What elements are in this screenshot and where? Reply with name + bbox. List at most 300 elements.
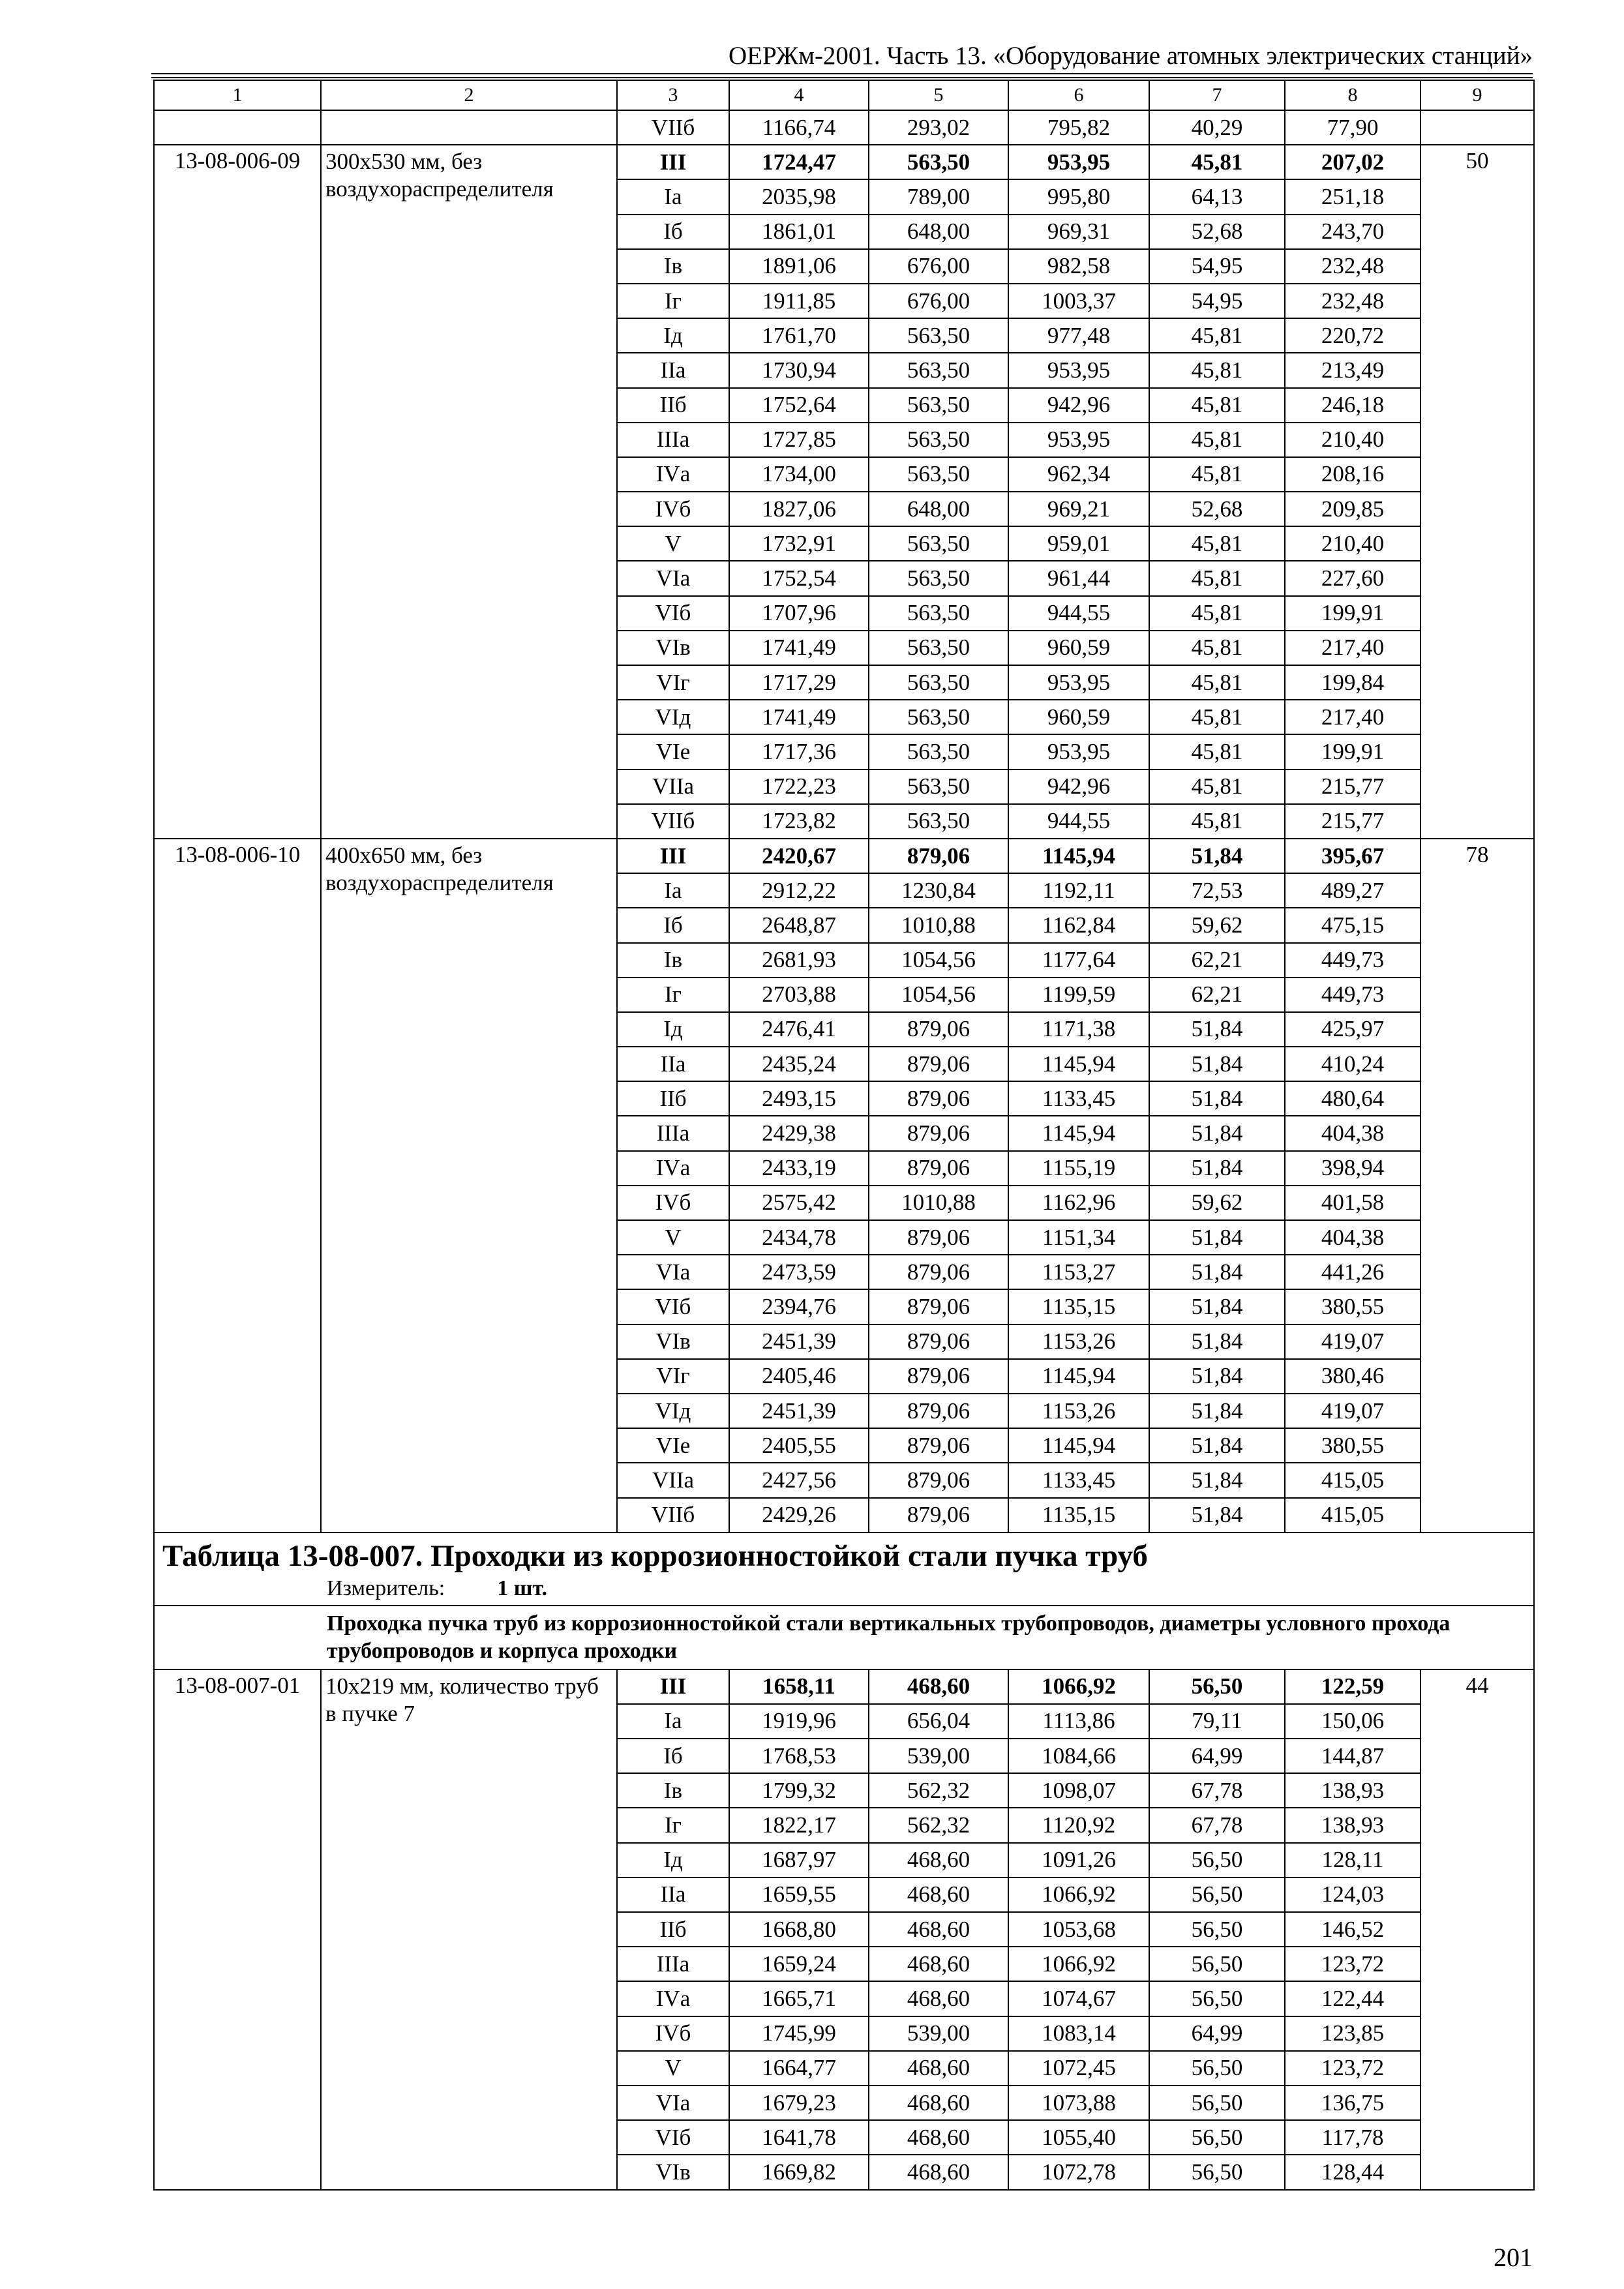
value-cell: 51,84 <box>1149 1359 1285 1394</box>
value-cell: 45,81 <box>1149 388 1285 423</box>
value-cell: 475,15 <box>1285 908 1421 942</box>
zone-cell: VIд <box>617 1394 729 1428</box>
zone-cell: IIа <box>617 1047 729 1081</box>
value-cell: 425,97 <box>1285 1012 1421 1047</box>
value-cell: 64,13 <box>1149 179 1285 214</box>
value-cell: 1074,67 <box>1008 1981 1149 2016</box>
value-cell: 246,18 <box>1285 388 1421 423</box>
zone-cell: IIа <box>617 1878 729 1912</box>
zone-cell: IVа <box>617 457 729 492</box>
value-cell: 2433,19 <box>729 1151 869 1186</box>
value-cell: 1707,96 <box>729 596 869 631</box>
value-cell: 2575,42 <box>729 1186 869 1220</box>
value-cell: 879,06 <box>869 1289 1008 1324</box>
value-cell: 1741,49 <box>729 631 869 665</box>
value-cell: 1084,66 <box>1008 1739 1149 1773</box>
value-cell: 449,73 <box>1285 978 1421 1012</box>
value-cell: 67,78 <box>1149 1773 1285 1808</box>
value-cell: 2035,98 <box>729 179 869 214</box>
value-cell: 2703,88 <box>729 978 869 1012</box>
value-cell: 210,40 <box>1285 526 1421 561</box>
value-cell: 51,84 <box>1149 1151 1285 1186</box>
value-cell: 232,48 <box>1285 284 1421 318</box>
value-cell: 51,84 <box>1149 1012 1285 1047</box>
value-cell: 138,93 <box>1285 1773 1421 1808</box>
value-cell: 563,50 <box>869 631 1008 665</box>
value-cell: 1664,77 <box>729 2051 869 2086</box>
value-cell: 54,95 <box>1149 284 1285 318</box>
value-cell: 1230,84 <box>869 873 1008 908</box>
value-cell: 1055,40 <box>1008 2120 1149 2155</box>
code-cell <box>154 110 321 145</box>
value-cell: 480,64 <box>1285 1081 1421 1116</box>
table-row <box>154 145 1534 179</box>
value-cell: 45,81 <box>1149 318 1285 353</box>
value-cell: 1641,78 <box>729 2120 869 2155</box>
value-cell: 1135,15 <box>1008 1289 1149 1324</box>
value-cell: 59,62 <box>1149 1186 1285 1220</box>
value-cell: 72,53 <box>1149 873 1285 908</box>
column-number: 5 <box>869 80 1008 110</box>
value-cell: 1066,92 <box>1008 1878 1149 1912</box>
value-cell: 960,59 <box>1008 631 1149 665</box>
value-cell: 562,32 <box>869 1808 1008 1842</box>
value-cell: 942,96 <box>1008 770 1149 804</box>
value-cell: 136,75 <box>1285 2086 1421 2120</box>
value-cell: 1741,49 <box>729 700 869 734</box>
value-cell: 563,50 <box>869 423 1008 457</box>
value-cell: 64,99 <box>1149 2016 1285 2051</box>
value-cell: 879,06 <box>869 1151 1008 1186</box>
value-cell: 380,55 <box>1285 1289 1421 1324</box>
value-cell: 942,96 <box>1008 388 1149 423</box>
value-cell: 1861,01 <box>729 215 869 249</box>
value-cell: 199,91 <box>1285 596 1421 631</box>
zone-cell: VIIб <box>617 804 729 839</box>
value-cell: 45,81 <box>1149 145 1285 179</box>
value-cell: 468,60 <box>869 2051 1008 2086</box>
value-cell: 1668,80 <box>729 1912 869 1947</box>
table-row <box>154 839 1534 873</box>
value-cell: 1010,88 <box>869 908 1008 942</box>
value-cell: 1145,94 <box>1008 839 1149 873</box>
value-cell: 215,77 <box>1285 804 1421 839</box>
value-cell: 2394,76 <box>729 1289 869 1324</box>
value-cell: 209,85 <box>1285 492 1421 526</box>
table-row <box>154 1669 1534 1704</box>
value-cell: 1145,94 <box>1008 1428 1149 1463</box>
value-cell: 1155,19 <box>1008 1151 1149 1186</box>
value-cell: 415,05 <box>1285 1463 1421 1497</box>
value-cell: 123,72 <box>1285 1947 1421 1981</box>
value-cell: 54,95 <box>1149 249 1285 284</box>
value-cell: 879,06 <box>869 839 1008 873</box>
value-cell: 879,06 <box>869 1012 1008 1047</box>
value-cell: 401,58 <box>1285 1186 1421 1220</box>
value-cell: 419,07 <box>1285 1324 1421 1359</box>
value-cell: 52,68 <box>1149 215 1285 249</box>
value-cell: 1727,85 <box>729 423 869 457</box>
value-cell: 953,95 <box>1008 665 1149 700</box>
zone-cell: VIIа <box>617 770 729 804</box>
value-cell: 1091,26 <box>1008 1843 1149 1878</box>
value-cell: 2473,59 <box>729 1255 869 1289</box>
value-cell: 982,58 <box>1008 249 1149 284</box>
zone-cell: Iд <box>617 1843 729 1878</box>
value-cell: 563,50 <box>869 353 1008 387</box>
value-cell: 45,81 <box>1149 700 1285 734</box>
value-cell: 1891,06 <box>729 249 869 284</box>
value-cell: 51,84 <box>1149 1463 1285 1497</box>
zone-cell: VIб <box>617 596 729 631</box>
value-cell: 2429,38 <box>729 1116 869 1150</box>
value-cell: 879,06 <box>869 1359 1008 1394</box>
value-cell: 539,00 <box>869 1739 1008 1773</box>
unit-value: 1 шт. <box>497 1576 548 1600</box>
zone-cell: Iб <box>617 1739 729 1773</box>
value-cell: 468,60 <box>869 1981 1008 2016</box>
value-cell: 1717,29 <box>729 665 869 700</box>
value-cell: 415,05 <box>1285 1498 1421 1533</box>
value-cell: 1135,15 <box>1008 1498 1149 1533</box>
value-cell: 128,44 <box>1285 2155 1421 2189</box>
zone-cell: IVа <box>617 1981 729 2016</box>
value-cell: 2476,41 <box>729 1012 869 1047</box>
value-cell: 1732,91 <box>729 526 869 561</box>
value-cell: 1066,92 <box>1008 1947 1149 1981</box>
value-cell: 64,99 <box>1149 1739 1285 1773</box>
value-cell: 51,84 <box>1149 1116 1285 1150</box>
value-cell: 1113,86 <box>1008 1704 1149 1739</box>
value-cell: 468,60 <box>869 1669 1008 1704</box>
value-cell: 563,50 <box>869 665 1008 700</box>
value-cell: 648,00 <box>869 492 1008 526</box>
value-cell: 2451,39 <box>729 1394 869 1428</box>
value-cell: 1083,14 <box>1008 2016 1149 2051</box>
column-number: 4 <box>729 80 869 110</box>
value-cell: 52,68 <box>1149 492 1285 526</box>
value-cell: 2681,93 <box>729 943 869 978</box>
zone-cell: IVб <box>617 492 729 526</box>
value-cell: 51,84 <box>1149 1220 1285 1255</box>
value-cell: 51,84 <box>1149 1324 1285 1359</box>
zone-cell: IIб <box>617 1081 729 1116</box>
value-cell: 2405,55 <box>729 1428 869 1463</box>
value-cell: 144,87 <box>1285 1739 1421 1773</box>
zone-cell: VIе <box>617 734 729 769</box>
value-cell: 45,81 <box>1149 770 1285 804</box>
value-cell: 79,11 <box>1149 1704 1285 1739</box>
zone-cell: IVа <box>617 1151 729 1186</box>
value-cell: 468,60 <box>869 1947 1008 1981</box>
count-cell: 44 <box>1421 1669 1534 2190</box>
value-cell: 676,00 <box>869 284 1008 318</box>
value-cell: 563,50 <box>869 145 1008 179</box>
zone-cell: Iа <box>617 873 729 908</box>
zone-cell: IIIа <box>617 423 729 457</box>
value-cell: 995,80 <box>1008 179 1149 214</box>
value-cell: 410,24 <box>1285 1047 1421 1081</box>
value-cell: 45,81 <box>1149 804 1285 839</box>
value-cell: 468,60 <box>869 1843 1008 1878</box>
value-cell: 1120,92 <box>1008 1808 1149 1842</box>
value-cell: 220,72 <box>1285 318 1421 353</box>
value-cell: 45,81 <box>1149 526 1285 561</box>
value-cell: 879,06 <box>869 1463 1008 1497</box>
section-title-row <box>154 1606 1534 1669</box>
value-cell: 1768,53 <box>729 1739 869 1773</box>
value-cell: 398,94 <box>1285 1151 1421 1186</box>
value-cell: 1919,96 <box>729 1704 869 1739</box>
zone-cell: VIа <box>617 1255 729 1289</box>
value-cell: 879,06 <box>869 1394 1008 1428</box>
value-cell: 45,81 <box>1149 423 1285 457</box>
value-cell: 2429,26 <box>729 1498 869 1533</box>
zone-cell: VIб <box>617 1289 729 1324</box>
value-cell: 969,31 <box>1008 215 1149 249</box>
value-cell: 251,18 <box>1285 179 1421 214</box>
value-cell: 969,21 <box>1008 492 1149 526</box>
value-cell: 45,81 <box>1149 457 1285 492</box>
value-cell: 1752,54 <box>729 561 869 595</box>
value-cell: 1761,70 <box>729 318 869 353</box>
value-cell: 45,81 <box>1149 353 1285 387</box>
zone-cell: VIг <box>617 1359 729 1394</box>
value-cell: 962,34 <box>1008 457 1149 492</box>
value-cell: 122,44 <box>1285 1981 1421 2016</box>
column-number: 8 <box>1285 80 1421 110</box>
value-cell: 563,50 <box>869 804 1008 839</box>
zone-cell: Iа <box>617 179 729 214</box>
zone-cell: IVб <box>617 2016 729 2051</box>
value-cell: 1153,26 <box>1008 1324 1149 1359</box>
value-cell: 1098,07 <box>1008 1773 1149 1808</box>
value-cell: 67,78 <box>1149 1808 1285 1842</box>
value-cell: 56,50 <box>1149 2086 1285 2120</box>
zone-cell: V <box>617 2051 729 2086</box>
page-header: ОЕРЖм-2001. Часть 13. «Оборудование атомных электрических станций» <box>729 42 1533 70</box>
value-cell: 2648,87 <box>729 908 869 942</box>
value-cell: 232,48 <box>1285 249 1421 284</box>
page-number: 201 <box>1494 2243 1533 2272</box>
value-cell: 62,21 <box>1149 943 1285 978</box>
value-cell: 45,81 <box>1149 734 1285 769</box>
value-cell: 795,82 <box>1008 110 1149 145</box>
value-cell: 1745,99 <box>729 2016 869 2051</box>
value-cell: 199,84 <box>1285 665 1421 700</box>
value-cell: 215,77 <box>1285 770 1421 804</box>
value-cell: 648,00 <box>869 215 1008 249</box>
value-cell: 2434,78 <box>729 1220 869 1255</box>
value-cell: 449,73 <box>1285 943 1421 978</box>
zone-cell: IVб <box>617 1186 729 1220</box>
value-cell: 1066,92 <box>1008 1669 1149 1704</box>
zone-cell: IIIа <box>617 1947 729 1981</box>
table-title-row <box>154 1533 1534 1606</box>
value-cell: 404,38 <box>1285 1116 1421 1150</box>
table-row <box>154 110 1534 145</box>
table-title-cell <box>154 1533 1534 1606</box>
count-cell <box>1421 110 1534 145</box>
value-cell: 789,00 <box>869 179 1008 214</box>
value-cell: 468,60 <box>869 1912 1008 1947</box>
value-cell: 563,50 <box>869 700 1008 734</box>
unit-label: Измеритель: <box>327 1576 445 1600</box>
column-number: 6 <box>1008 80 1149 110</box>
value-cell: 117,78 <box>1285 2120 1421 2155</box>
value-cell: 468,60 <box>869 2120 1008 2155</box>
zone-cell: Iб <box>617 215 729 249</box>
value-cell: 562,32 <box>869 1773 1008 1808</box>
unit-line <box>162 1575 1526 1605</box>
code-cell: 13-08-006-09 <box>154 145 321 839</box>
value-cell: 77,90 <box>1285 110 1421 145</box>
value-cell: 207,02 <box>1285 145 1421 179</box>
value-cell: 656,04 <box>869 1704 1008 1739</box>
count-cell: 78 <box>1421 839 1534 1533</box>
value-cell: 243,70 <box>1285 215 1421 249</box>
value-cell: 1799,32 <box>729 1773 869 1808</box>
value-cell: 563,50 <box>869 561 1008 595</box>
zone-cell: VIд <box>617 700 729 734</box>
value-cell: 1145,94 <box>1008 1047 1149 1081</box>
value-cell: 563,50 <box>869 770 1008 804</box>
value-cell: 563,50 <box>869 526 1008 561</box>
value-cell: 45,81 <box>1149 631 1285 665</box>
zone-cell: IIа <box>617 353 729 387</box>
zone-cell: III <box>617 145 729 179</box>
zone-cell: VIб <box>617 2120 729 2155</box>
value-cell: 419,07 <box>1285 1394 1421 1428</box>
value-cell: 1010,88 <box>869 1186 1008 1220</box>
value-cell: 56,50 <box>1149 1947 1285 1981</box>
value-cell: 51,84 <box>1149 839 1285 873</box>
value-cell: 51,84 <box>1149 1289 1285 1324</box>
value-cell: 2435,24 <box>729 1047 869 1081</box>
value-cell: 56,50 <box>1149 1669 1285 1704</box>
value-cell: 1153,26 <box>1008 1394 1149 1428</box>
value-cell: 1151,34 <box>1008 1220 1149 1255</box>
value-cell: 51,84 <box>1149 1255 1285 1289</box>
value-cell: 146,52 <box>1285 1912 1421 1947</box>
value-cell: 1054,56 <box>869 978 1008 1012</box>
value-cell: 953,95 <box>1008 734 1149 769</box>
zone-cell: VIIб <box>617 1498 729 1533</box>
value-cell: 208,16 <box>1285 457 1421 492</box>
zone-cell: VIв <box>617 631 729 665</box>
value-cell: 676,00 <box>869 249 1008 284</box>
value-cell: 953,95 <box>1008 423 1149 457</box>
value-cell: 2427,56 <box>729 1463 869 1497</box>
value-cell: 1171,38 <box>1008 1012 1149 1047</box>
table-title: Таблица 13-08-007. Проходки из коррозионностойкой стали пучка труб <box>162 1538 1148 1573</box>
value-cell: 879,06 <box>869 1498 1008 1533</box>
zone-cell: III <box>617 1669 729 1704</box>
zone-cell: VIа <box>617 561 729 595</box>
value-cell: 123,72 <box>1285 2051 1421 2086</box>
value-cell: 395,67 <box>1285 839 1421 873</box>
value-cell: 563,50 <box>869 734 1008 769</box>
value-cell: 51,84 <box>1149 1498 1285 1533</box>
value-cell: 977,48 <box>1008 318 1149 353</box>
description-cell: 400х650 мм, без воздухораспределителя <box>321 839 617 1533</box>
value-cell: 441,26 <box>1285 1255 1421 1289</box>
value-cell: 1072,78 <box>1008 2155 1149 2189</box>
value-cell: 51,84 <box>1149 1047 1285 1081</box>
value-cell: 961,44 <box>1008 561 1149 595</box>
value-cell: 217,40 <box>1285 631 1421 665</box>
zone-cell: IIIа <box>617 1116 729 1150</box>
section-title: Проходка пучка труб из коррозионностойкой стали вертикальных трубопроводов, диаметры условного прохода трубопроводов и корпуса проходки <box>154 1606 1534 1669</box>
value-cell: 1166,74 <box>729 110 869 145</box>
value-cell: 210,40 <box>1285 423 1421 457</box>
value-cell: 62,21 <box>1149 978 1285 1012</box>
value-cell: 56,50 <box>1149 2155 1285 2189</box>
value-cell: 879,06 <box>869 1220 1008 1255</box>
value-cell: 1658,11 <box>729 1669 869 1704</box>
value-cell: 150,06 <box>1285 1704 1421 1739</box>
value-cell: 1073,88 <box>1008 2086 1149 2120</box>
value-cell: 489,27 <box>1285 873 1421 908</box>
value-cell: 1054,56 <box>869 943 1008 978</box>
value-cell: 1724,47 <box>729 145 869 179</box>
value-cell: 122,59 <box>1285 1669 1421 1704</box>
zone-cell: V <box>617 526 729 561</box>
value-cell: 944,55 <box>1008 596 1149 631</box>
value-cell: 953,95 <box>1008 145 1149 179</box>
zone-cell: V <box>617 1220 729 1255</box>
value-cell: 468,60 <box>869 1878 1008 1912</box>
value-cell: 59,62 <box>1149 908 1285 942</box>
value-cell: 40,29 <box>1149 110 1285 145</box>
zone-cell: Iг <box>617 978 729 1012</box>
value-cell: 1072,45 <box>1008 2051 1149 2086</box>
column-number: 9 <box>1421 80 1534 110</box>
value-cell: 879,06 <box>869 1047 1008 1081</box>
value-cell: 1734,00 <box>729 457 869 492</box>
zone-cell: IIб <box>617 388 729 423</box>
value-cell: 51,84 <box>1149 1428 1285 1463</box>
value-cell: 1133,45 <box>1008 1081 1149 1116</box>
value-cell: 45,81 <box>1149 596 1285 631</box>
value-cell: 199,91 <box>1285 734 1421 769</box>
zone-cell: VIIа <box>617 1463 729 1497</box>
value-cell: 1722,23 <box>729 770 869 804</box>
column-number: 7 <box>1149 80 1285 110</box>
value-cell: 953,95 <box>1008 353 1149 387</box>
value-cell: 227,60 <box>1285 561 1421 595</box>
value-cell: 879,06 <box>869 1081 1008 1116</box>
price-table <box>153 80 1535 2191</box>
column-numbers-row <box>154 80 1534 110</box>
value-cell: 1665,71 <box>729 1981 869 2016</box>
value-cell: 468,60 <box>869 2086 1008 2120</box>
value-cell: 1679,23 <box>729 2086 869 2120</box>
value-cell: 1730,94 <box>729 353 869 387</box>
value-cell: 404,38 <box>1285 1220 1421 1255</box>
value-cell: 1911,85 <box>729 284 869 318</box>
zone-cell: Iв <box>617 249 729 284</box>
value-cell: 45,81 <box>1149 561 1285 595</box>
value-cell: 879,06 <box>869 1116 1008 1150</box>
value-cell: 138,93 <box>1285 1808 1421 1842</box>
value-cell: 879,06 <box>869 1324 1008 1359</box>
value-cell: 1162,96 <box>1008 1186 1149 1220</box>
zone-cell: III <box>617 839 729 873</box>
value-cell: 1053,68 <box>1008 1912 1149 1947</box>
zone-cell: Iг <box>617 1808 729 1842</box>
column-number: 2 <box>321 80 617 110</box>
